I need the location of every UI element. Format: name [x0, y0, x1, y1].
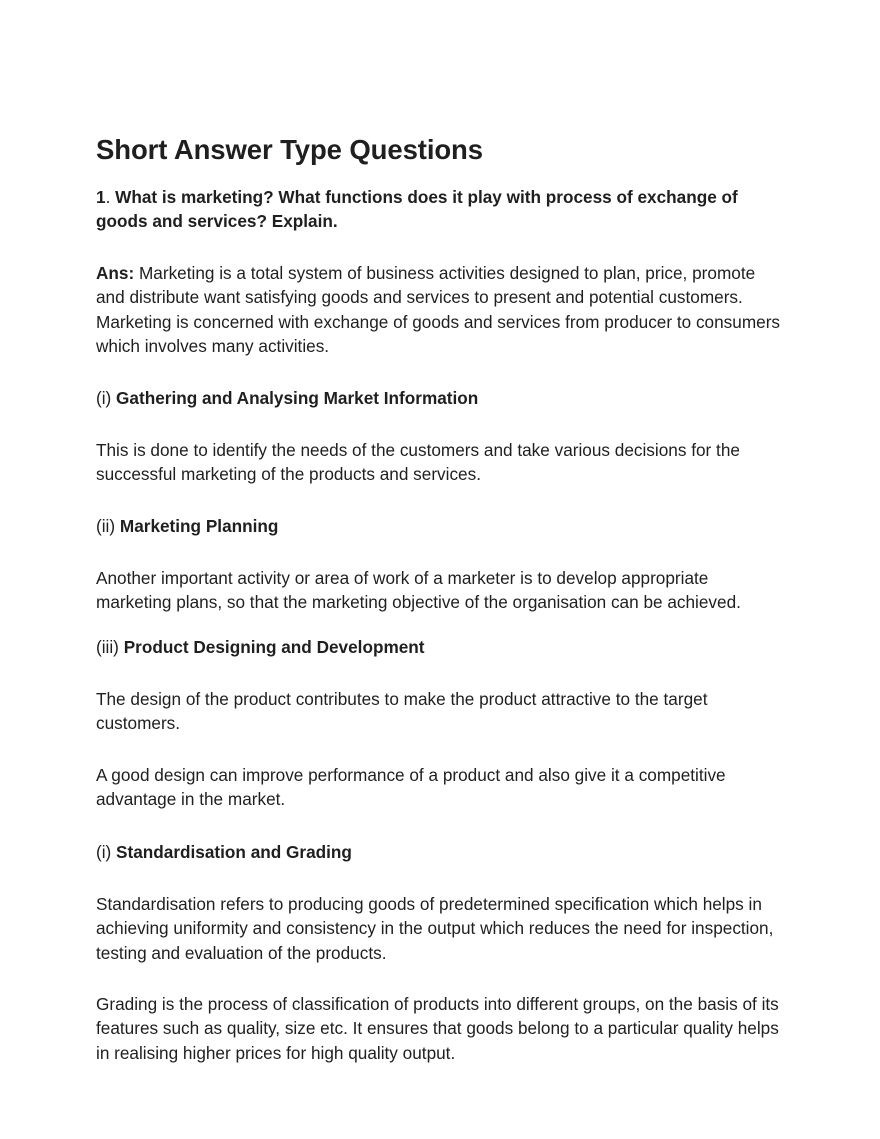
question-text: What is marketing? What functions does it play with process of exchange of goods and services? Explain.: [96, 187, 738, 232]
answer-paragraph: [96, 261, 786, 359]
section-paragraph: Another important activity or area of work of a marketer is to develop appropriate marketing plans, so that the marketing objective of the organisation can be achieved.: [96, 568, 741, 613]
section-paragraph: Grading is the process of classification of products into different groups, on the basis of its features such as quality, size etc. It ensures that goods belong to a particular quality helps in realising higher prices for high quality output.: [96, 994, 779, 1063]
section-title: Product Designing and Development: [123, 637, 425, 657]
section-title: Standardisation and Grading: [116, 842, 352, 862]
section-prefix: (iii): [96, 637, 124, 657]
section-prefix: (ii): [96, 516, 120, 536]
section-heading-standardisation: [96, 840, 786, 864]
section-paragraph: Standardisation refers to producing goods of predetermined specification which helps in achieving uniformity and consistency in the output which reduces the need for inspection, testing and evaluation of the products.: [96, 894, 774, 963]
question-1: [96, 185, 786, 234]
section-paragraph: The design of the product contributes to make the product attractive to the target customers.: [96, 689, 708, 734]
section-heading-gathering: [96, 386, 786, 410]
section-prefix: (i): [96, 388, 117, 408]
page-title: Short Answer Type Questions: [96, 134, 483, 165]
answer-text: Marketing is a total system of business activities designed to plan, price, promote and distribute want satisfying goods and services to present and potential customers. Marketing is concerned with exchange of goods and services from producer to consumers which involves many activities.: [96, 263, 781, 357]
question-separator: .: [105, 187, 111, 207]
section-title: Marketing Planning: [119, 516, 279, 536]
section-heading-planning: [96, 514, 786, 538]
section-paragraph: This is done to identify the needs of the customers and take various decisions for the successful marketing of the products and services.: [96, 440, 740, 485]
section-heading-product-design: [96, 635, 786, 659]
question-number: 1: [96, 187, 106, 207]
section-title: Gathering and Analysing Market Information: [116, 388, 479, 408]
section-paragraph: A good design can improve performance of a product and also give it a competitive advantage in the market.: [96, 765, 726, 810]
answer-label: Ans:: [96, 263, 135, 283]
section-prefix: (i): [96, 842, 117, 862]
